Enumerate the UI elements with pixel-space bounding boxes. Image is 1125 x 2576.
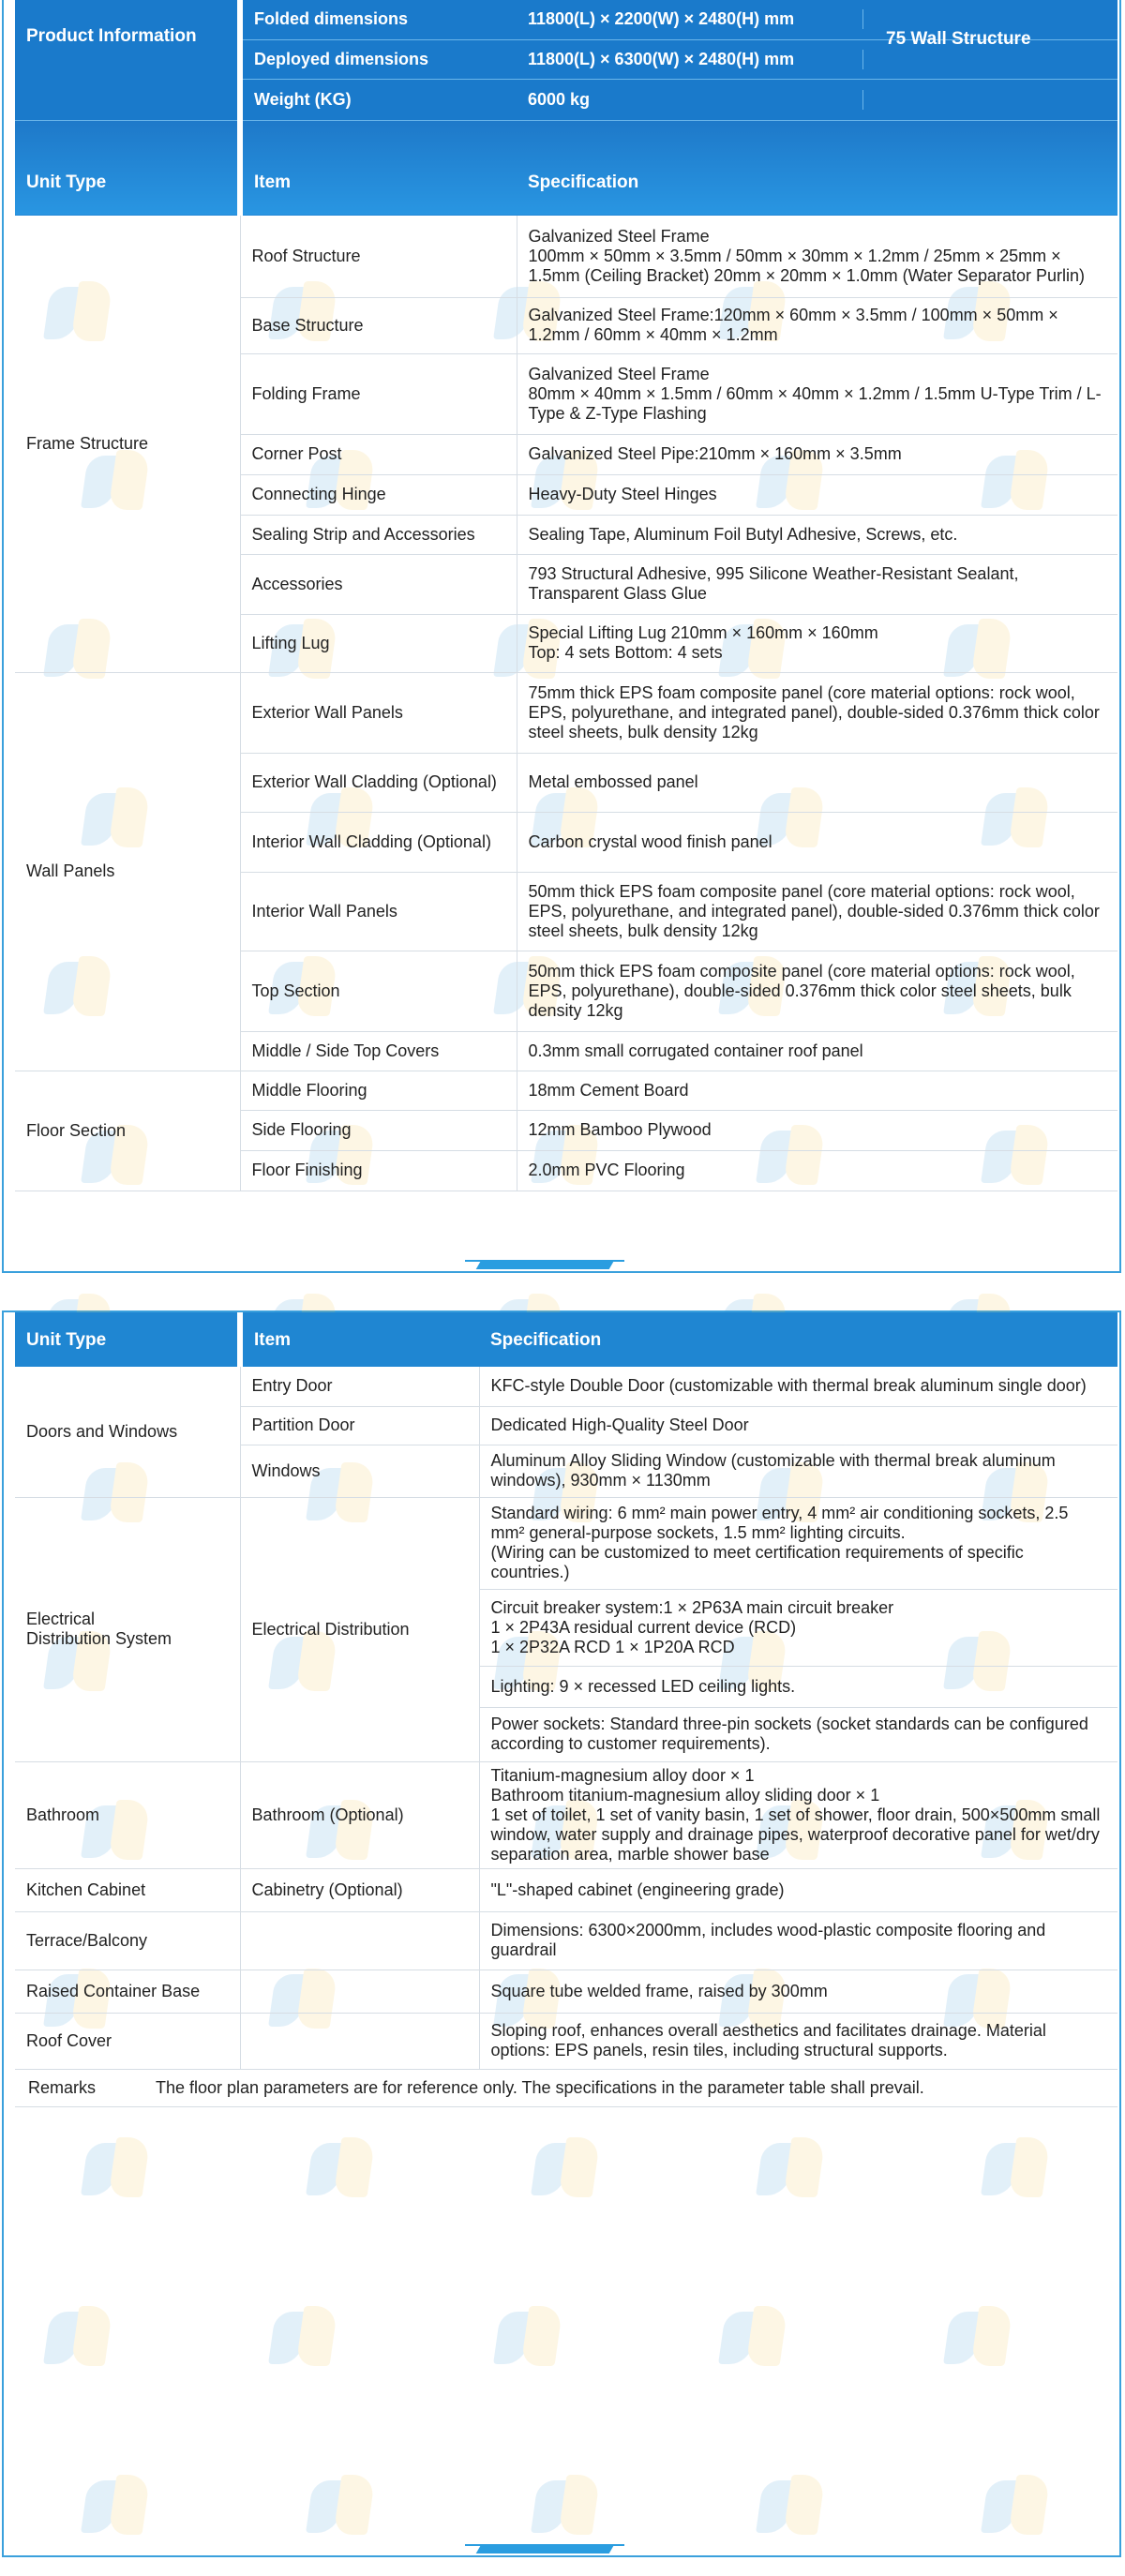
item-cell: Interior Wall Panels [240,872,517,951]
item-cell [240,1969,479,2013]
spec-cell: Galvanized Steel Pipe:210mm × 160mm × 3.5mm [517,434,1118,474]
structure-label: 75 Wall Structure [886,28,1031,49]
item-cell [240,1911,479,1969]
spec-cell: 12mm Bamboo Plywood [517,1110,1118,1150]
remarks-label: Remarks [28,2077,97,2097]
table-header [15,1312,1118,1367]
item-cell: Lifting Lug [240,614,517,672]
item-cell: Accessories [240,554,517,614]
weight-label: Weight (KG) [240,79,517,120]
item-cell: Middle Flooring [240,1071,517,1110]
deployed-dimensions-label: Deployed dimensions [240,39,517,79]
unit-terrace: Terrace/Balcony [15,1911,240,1969]
unit-doors-windows: Doors and Windows [15,1367,240,1497]
spec-cell: Heavy-Duty Steel Hinges [517,474,1118,515]
spec-cell: KFC-style Double Door (customizable with thermal break aluminum single door) [479,1367,1118,1406]
spec-cell: Galvanized Steel Frame 80mm × 40mm × 1.5mm / 60mm × 40mm × 1.2mm / 1.5mm U-Type Trim / L-Type & Z-Type Flashing [517,353,1118,434]
spec-cell: Metal embossed panel [517,753,1118,812]
table-row [15,1071,1118,1110]
item-cell: Roof Structure [240,216,517,297]
table-row [15,2013,1118,2069]
header-unit-type: Unit Type [15,1312,240,1367]
unit-wall-panels: Wall Panels [15,672,240,1071]
table-row [15,1497,1118,1589]
item-cell: Bathroom (Optional) [240,1761,479,1868]
unit-container-base: Raised Container Base [15,1969,240,2013]
unit-kitchen-cabinet: Kitchen Cabinet [15,1868,240,1911]
spec-cell: Titanium-magnesium alloy door × 1 Bathroom titanium-magnesium alloy sliding door × 1 1 set of toilet, 1 set of vanity basin, 1 set of shower, floor drain, 500×500mm small window, water supply and drainage pipes, waterproof decorative panel for wet/dry separation area, marble shower base [479,1761,1118,1868]
table-header [15,120,1118,216]
header-item: Item [240,1312,479,1367]
folded-dimensions-label: Folded dimensions [240,0,517,39]
item-cell: Interior Wall Cladding (Optional) [240,812,517,872]
spec-cell: Sealing Tape, Aluminum Foil Butyl Adhesive, Screws, etc. [517,515,1118,554]
item-cell: Windows [240,1445,479,1497]
item-cell: Corner Post [240,434,517,474]
item-cell: Top Section [240,951,517,1031]
spec-cell: 50mm thick EPS foam composite panel (core material options: rock wool, EPS, polyurethane), double-sided 0.376mm thick color steel sheets, bulk density 12kg [517,951,1118,1031]
unit-electrical: Electrical Distribution System [15,1497,240,1761]
table-row [15,216,1118,297]
spec-cell: Sloping roof, enhances overall aesthetics and facilitates drainage. Material options: EPS panels, resin tiles, including structural supports. [479,2013,1118,2069]
remarks-cell [15,2069,1118,2106]
item-cell: Folding Frame [240,353,517,434]
spec-cell: 75mm thick EPS foam composite panel (core material options: rock wool, EPS, polyurethane, and integrated panel), double-sided 0.376mm thick color steel sheets, bulk density 12kg [517,672,1118,753]
product-info-values-cell [517,28,1118,79]
spec-cell: Power sockets: Standard three-pin sockets (socket standards can be configured according to customer requirements). [479,1707,1118,1761]
spec-cell: Dimensions: 6300×2000mm, includes wood-plastic composite flooring and guardrail [479,1911,1118,1969]
spec-cell: Standard wiring: 6 mm² main power entry, 4 mm² air conditioning sockets, 2.5 mm² general-purpose sockets, 1.5 mm² lighting circuits. (Wiring can be customized to meet certification requirements of specific countries.) [479,1497,1118,1589]
table-row [15,1969,1118,2013]
spec-cell: "L"-shaped cabinet (engineering grade) [479,1868,1118,1911]
deployed-dimensions-value: 11800(L) × 6300(W) × 2480(H) mm [517,50,863,69]
panel-connector-2 [465,2544,624,2557]
item-cell: Partition Door [240,1406,479,1445]
spec-cell: Dedicated High-Quality Steel Door [479,1406,1118,1445]
spec-cell: 18mm Cement Board [517,1071,1118,1110]
table-row [15,1761,1118,1868]
item-cell: Entry Door [240,1367,479,1406]
item-cell: Exterior Wall Panels [240,672,517,753]
unit-roof-cover: Roof Cover [15,2013,240,2069]
item-cell: Base Structure [240,297,517,353]
item-cell: Sealing Strip and Accessories [240,515,517,554]
spec-cell: 0.3mm small corrugated container roof panel [517,1031,1118,1071]
spec-cell: Galvanized Steel Frame:120mm × 60mm × 3.5mm / 100mm × 50mm × 1.2mm / 60mm × 40mm × 1.2mm [517,297,1118,353]
table-row [15,1868,1118,1911]
item-cell: Side Flooring [240,1110,517,1150]
unit-bathroom: Bathroom [15,1761,240,1868]
header-item: Item [240,120,517,216]
table-row [15,1911,1118,1969]
product-info-label: Product Information [15,0,240,120]
spec-cell: 50mm thick EPS foam composite panel (core material options: rock wool, EPS, polyurethane, and integrated panel), double-sided 0.376mm thick color steel sheets, bulk density 12kg [517,872,1118,951]
table-row [15,672,1118,753]
spec-cell: Special Lifting Lug 210mm × 160mm × 160mm Top: 4 sets Bottom: 4 sets [517,614,1118,672]
spec-cell: 2.0mm PVC Flooring [517,1150,1118,1191]
panel-connector-1 [465,1260,624,1273]
weight-value: 6000 kg [517,90,863,110]
product-info-values-cell [517,79,1118,120]
item-cell: Exterior Wall Cladding (Optional) [240,753,517,812]
spec-table-1 [15,0,1118,1191]
spec-cell: Square tube welded frame, raised by 300mm [479,1969,1118,2013]
table-row [15,1367,1118,1406]
header-specification: Specification [479,1312,1118,1367]
item-cell: Connecting Hinge [240,474,517,515]
folded-dimensions-value: 11800(L) × 2200(W) × 2480(H) mm [517,9,863,29]
header-unit-type: Unit Type [15,120,240,216]
item-cell: Middle / Side Top Covers [240,1031,517,1071]
spec-cell: Lighting: 9 × recessed LED ceiling lights. [479,1666,1118,1707]
item-cell: Floor Finishing [240,1150,517,1191]
spec-cell: 793 Structural Adhesive, 995 Silicone Weather-Resistant Sealant, Transparent Glass Glue [517,554,1118,614]
remarks-text: The floor plan parameters are for reference only. The specifications in the parameter table shall prevail. [156,2077,924,2097]
spec-cell: Aluminum Alloy Sliding Window (customizable with thermal break aluminum windows), 930mm × 1130mm [479,1445,1118,1497]
remarks-row [15,2069,1118,2106]
item-cell [240,2013,479,2069]
item-cell: Electrical Distribution [240,1497,479,1761]
header-specification: Specification [517,120,1118,216]
spec-cell: Circuit breaker system:1 × 2P63A main circuit breaker 1 × 2P43A residual current device (RCD) 1 × 2P32A RCD 1 × 1P20A RCD [479,1589,1118,1666]
spec-table-2 [15,1312,1118,2107]
spec-cell: Galvanized Steel Frame 100mm × 50mm × 3.5mm / 50mm × 30mm × 1.2mm / 25mm × 25mm × 1.5mm (Ceiling Bracket) 20mm × 20mm × 1.0mm (Water Separator Purlin) [517,216,1118,297]
spec-cell: Carbon crystal wood finish panel [517,812,1118,872]
unit-floor-section: Floor Section [15,1071,240,1191]
item-cell: Cabinetry (Optional) [240,1868,479,1911]
unit-frame-structure: Frame Structure [15,216,240,672]
